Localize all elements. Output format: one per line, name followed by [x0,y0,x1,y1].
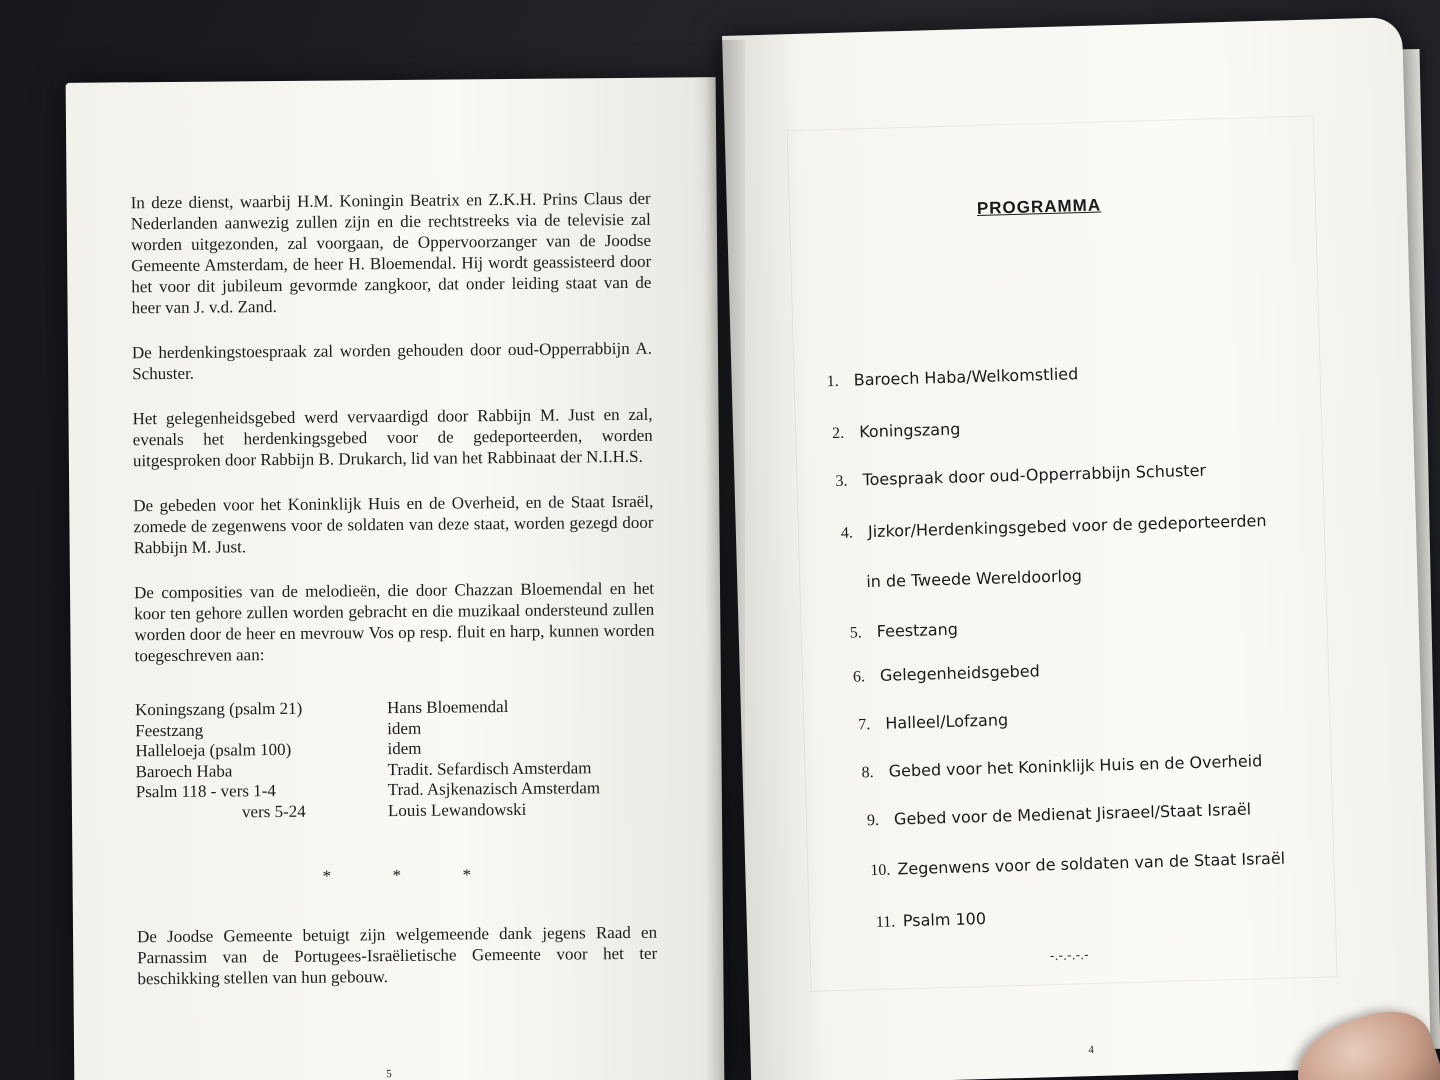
programme-item-number: 6. [852,668,866,686]
programme-item-text: Halleel/Lofzang [885,710,1009,733]
paragraph-prayers-state: De gebeden voor het Koninklijk Huis en de Overheid, en de Staat Israël, zomede de zegenwens voor de soldaten van deze staat, worden gezegd door Rabbijn M. Just. [133,491,654,558]
credit-work: Psalm 118 - vers 1-4 [135,781,276,802]
credit-composer: Louis Lewandowski [387,799,527,820]
paragraph-service: In deze dienst, waarbij H.M. Koningin Beatrix en Z.K.H. Prins Claus der Nederlanden aanwezig zullen zijn en die rechtstreeks via de televisie zal worden uitgezonden, zal voorgaan, de Oppervoorzanger van de Joodse Gemeente Amsterdam, de heer H. Bloemendal. Hij wordt geassisteerd door het voor dit jubileum gevormde zangkoor, dat onder leiding staat van de heer van J. v.d. Zand. [130,188,652,318]
programme-item [832,420,961,444]
programme-item-text: Feestzang [876,619,959,641]
left-page [66,77,725,1080]
programme-item-text: Zegenwens voor de soldaten van de Staat Israël [897,848,1286,879]
programme-item-number: 8. [861,764,874,782]
programme-item-number: 5. [849,624,862,642]
programme-item-number: 1. [826,372,839,391]
section-separator [322,865,532,887]
credit-row [136,798,656,823]
programme-item-number: 4. [840,524,854,542]
programme-item-number: 10. [870,861,891,880]
programme-item-number: 7. [858,716,871,734]
programme-item-text: Koningszang [858,419,961,442]
programme-item-text: Gebed voor de Medienat Jisraeel/Staat Israël [893,799,1252,829]
acknowledgement-paragraph: De Joodse Gemeente betuigt zijn welgemeende dank jegens Raad en Parnassim van de Portugees-Israëlietische Gemeente voor het ter beschikking stellen van hun gebouw. [136,922,658,989]
credit-work: Feestzang [135,720,204,740]
programme-item-text: in de Tweede Wereldoorlog [866,566,1083,592]
programme-item-number: 2. [831,424,845,443]
programme-item-text: Psalm 100 [902,908,987,931]
programme-item-text: Gebed voor het Koninklijk Huis en de Overheid [888,751,1263,781]
programme-item [849,620,958,643]
paragraph-speech: De herdenkingstoespraak zal worden gehouden door oud-Opperrabbijn A. Schuster. [131,338,653,384]
credit-composer: Hans Bloemendal [386,697,509,718]
programme-item-text: Toespraak door oud-Opperrabbijn Schuster [862,460,1207,490]
programme-item-text: Baroech Haba/Welkomstlied [853,364,1079,390]
composition-credits [135,696,656,824]
closing-ornament: -.-.-.-.- [1049,946,1089,964]
programme-item-number: 11. [875,913,896,932]
credit-work: vers 5-24 [241,801,306,821]
credit-composer: idem [387,738,422,759]
credit-work: Koningszang (psalm 21) [134,698,303,720]
programme-item [858,710,1008,734]
separator-star: * [462,865,472,885]
programme-item-number: 3. [835,472,848,491]
right-page [722,17,1431,1080]
separator-star: * [322,866,332,886]
page-number-left: 5 [386,1068,392,1080]
programme-title: PROGRAMMA [976,195,1102,218]
credit-work: Halleloeja (psalm 100) [135,739,292,761]
paragraph-compositions: De composities van de melodieën, die door Chazzan Bloemendal en het koor ten gehore zullen worden gebracht en die muzikaal ondersteund zullen worden door de heer en mevrouw Vos op resp. fluit en harp, kunnen worden toegeschreven aan: [133,578,655,666]
programme-item-text: Jizkor/Herdenkingsgebed voor de gedeporteerden [867,510,1267,542]
programme-item-text: Gelegenheidsgebed [879,661,1040,685]
credit-composer: Tradit. Sefardisch Amsterdam [387,757,592,779]
page-number-right: 4 [1088,1044,1095,1057]
separator-star: * [392,865,402,886]
paragraph-prayer: Het gelegenheidsgebed werd vervaardigd door Rabbijn M. Just en zal, evenals het herdenkingsgebed voor de gedeporteerden, worden uitgesproken door Rabbijn B. Drukarch, lid van het Rabbinaat der N.I.H.S. [132,404,653,471]
credit-composer: idem [387,718,422,738]
credit-composer: Trad. Asjkenazisch Amsterdam [387,778,601,800]
credit-work: Baroech Haba [135,760,233,781]
left-page-body [131,188,655,691]
programme-item-number: 9. [866,811,880,830]
programme-item [876,909,987,932]
